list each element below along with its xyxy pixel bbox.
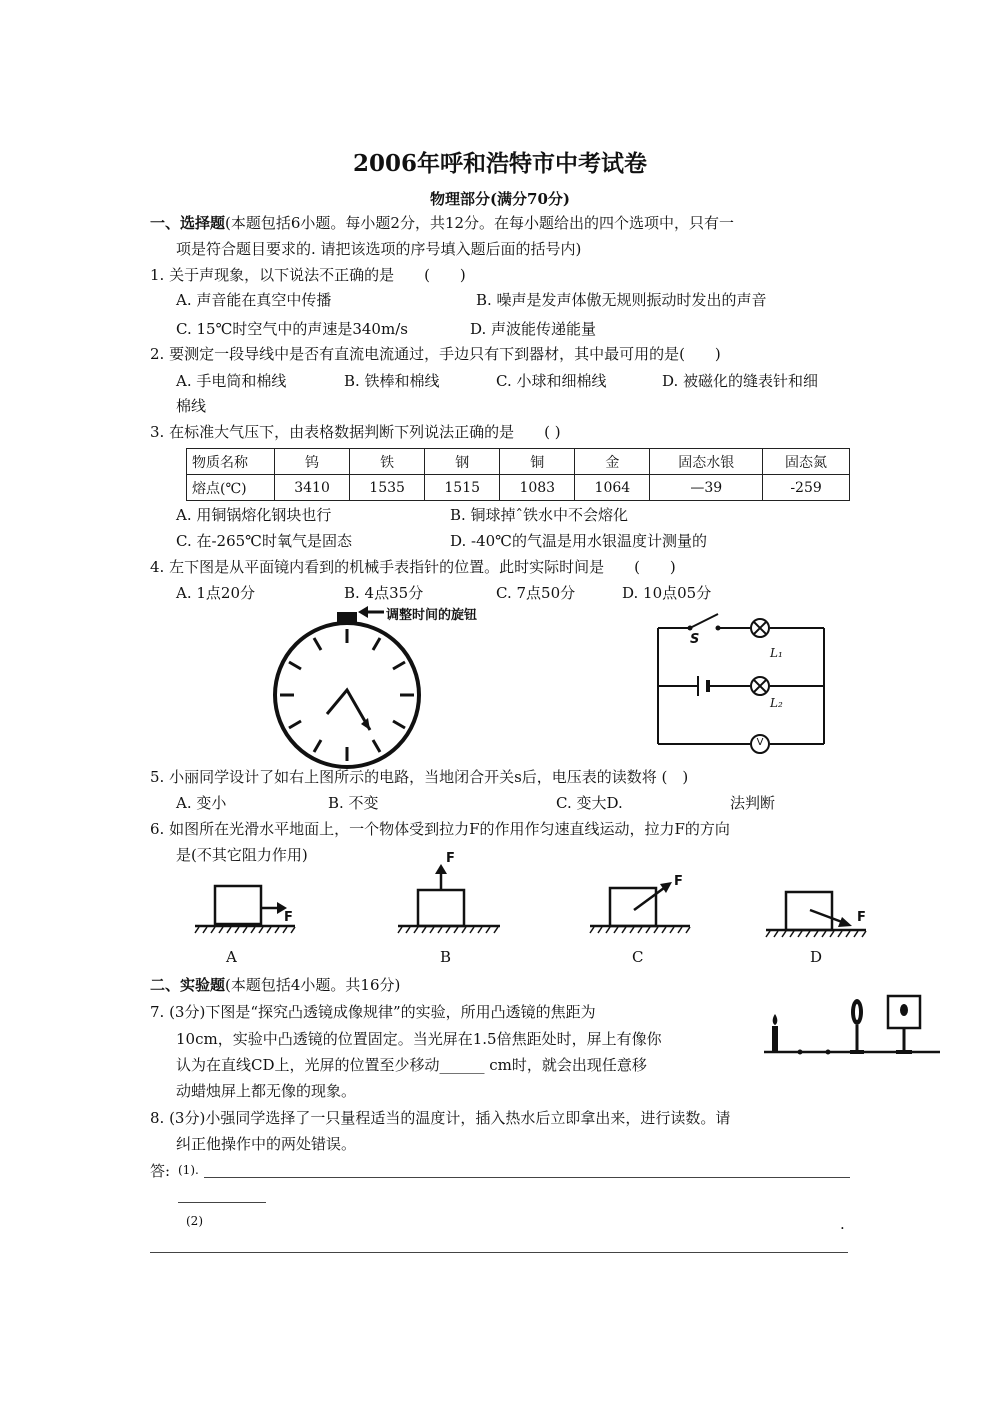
lamp1-label: L₁ [770,646,783,660]
force-label-d: F [857,910,866,925]
q6-label-b: B [440,948,452,966]
q3-stem: 3. 在标准大气压下，由表格数据判断下列说法正确的是 ( ) [150,423,561,441]
answer-label: 答: [150,1162,171,1180]
q8-line1: 8. (3分)小强同学选择了一只量程适当的温度计，插入热水后立即拿出来，进行读数。请 [150,1109,731,1127]
section1-desc1: (本题包括6小题。每小题2分，共12分。在每小题给出的四个选项中，只有一 [225,214,735,232]
circuit-figure [650,610,830,750]
q1-option-b: B. 噪声是发声体傲无规则振动时发出的声音 [476,291,767,309]
q4-option-d: D. 10点05分 [622,584,712,602]
q7-line2: 10cm，实验中凸透镜的位置固定。当光屏在1.5倍焦距处时，屏上有像你 [176,1030,662,1048]
q6-stem2: 是(不其它阻力作用) [176,846,308,864]
force-label-b: F [446,851,455,866]
voltmeter-label: V [756,737,764,748]
q6-label-c: C [632,948,644,966]
watch-face [275,623,419,767]
q3-option-c: C. 在-265℃时氧气是固态 [176,532,352,550]
q2-option-d: D. 被磁化的缝表针和细 [662,372,819,390]
q1-stem: 1. 关于声现象，以下说法不正确的是 ( ) [150,266,466,284]
q8-line2: 纠正他操作中的两处错误。 [176,1135,357,1153]
answer-part1-label: (1). [178,1163,199,1177]
q2-option-b: B. 铁棒和棉线 [344,372,440,390]
lamp2-label: L₂ [770,696,783,710]
section2-line [150,975,400,995]
section1-line1 [150,213,734,233]
table-cell: 3410 [275,475,350,501]
table-cell: 1515 [425,475,500,501]
table-cell: 固态氮 [763,449,850,475]
q6-stem1: 6. 如图所在光滑水平地面上，一个物体受到拉力F的作用作匀速直线运动，拉力F的方向 [150,820,730,838]
table-cell: 1535 [350,475,425,501]
answer-line-2[interactable] [150,1252,848,1253]
section2-heading: 二、实验题 [150,976,226,994]
watch-figure [270,602,440,772]
q7-line1: 7. (3分)下图是“探究凸透镜成像规律”的实验，所用凸透镜的焦距为 [150,1003,596,1021]
table-header-row [187,449,850,475]
watch-ticks [280,629,414,761]
q4-option-b: B. 4点35分 [344,584,424,602]
page-title: 2006年呼和浩特市中考试卷 [352,150,647,177]
q5-option-c: C. 变大D. [556,794,623,812]
table-cell: 钢 [425,449,500,475]
force-label-a: F [284,910,293,925]
section2-desc: (本题包括4小题。共16分) [225,976,401,994]
q1-option-c: C. 15℃时空气中的声速是340m/s [176,320,408,338]
switch-label: S [690,632,700,647]
answer-line-1[interactable] [204,1177,850,1178]
q3-option-a: A. 用铜锅熔化钢块也行 [176,506,332,524]
q1-option-a: A. 声音能在真空中传播 [176,291,332,309]
table-cell: 钨 [275,449,350,475]
table-row [187,475,850,501]
q4-option-a: A. 1点20分 [176,584,255,602]
q7-line3: 认为在直线CD上，光屏的位置至少移动______ cm时，就会出现任意移 [176,1056,647,1074]
q5-stem: 5. 小丽同学设计了如右上图所示的电路，当地闭合开关s后，电压表的读数将 ( ) [150,768,689,786]
table-cell: 金 [575,449,650,475]
section1-heading: 一、选择题 [150,214,226,232]
table-cell: 熔点(℃) [187,475,275,501]
melting-point-table [186,448,850,501]
table-cell: 铁 [350,449,425,475]
q2-option-a: A. 手电筒和棉线 [176,372,287,390]
page-subtitle: 物理部分(满分70分) [429,190,571,208]
candle [772,1026,778,1052]
switch-blade [690,614,718,628]
q2-option-d-cont: 棉线 [176,397,207,415]
table-cell: 1083 [500,475,575,501]
table-cell: 固态水银 [650,449,763,475]
q5-option-a: A. 变小 [176,794,227,812]
section1-desc2: 项是符合题目要求的. 请把该选项的序号填入题后面的括号内) [176,240,582,258]
force-diagram-c [590,872,700,940]
force-label-c: F [674,874,683,889]
watch-knob [337,612,357,624]
table-cell: -259 [763,475,850,501]
q5-option-b: B. 不变 [328,794,379,812]
q6-label-d: D [810,948,823,966]
knob-label: 调整时间的旋钮 [386,608,478,623]
answer-line-1-cont[interactable] [178,1202,266,1203]
q2-stem: 2. 要测定一段导线中是否有直流电流通过，手边只有下到器材，其中最可用的是( ) [150,345,721,363]
q7-line4: 动蜡烛屏上都无像的现象。 [176,1082,357,1100]
q1-option-d: D. 声波能传递能量 [470,320,597,338]
q2-option-c: C. 小球和细棉线 [496,372,607,390]
q5-option-d: 法判断 [730,794,776,812]
answer-end-dot: . [840,1215,845,1233]
knob-arrow-icon [356,604,386,620]
q4-option-c: C. 7点50分 [496,584,576,602]
candle-flame [773,1014,778,1025]
lens-bench-figure [764,992,940,1062]
table-cell: 1064 [575,475,650,501]
table-cell: 铜 [500,449,575,475]
q6-label-a: A [226,948,237,966]
q4-stem: 4. 左下图是从平面镜内看到的机械手表指针的位置。此时实际时间是 ( ) [150,558,676,576]
table-cell: 物质名称 [187,449,275,475]
q3-option-b: B. 铜球掉ˆ铁水中不会熔化 [450,506,629,524]
answer-part2-label: (2) [186,1214,203,1228]
table-cell: —39 [650,475,763,501]
q3-option-d: D. -40℃的气温是用水银温度计测量的 [450,532,707,550]
